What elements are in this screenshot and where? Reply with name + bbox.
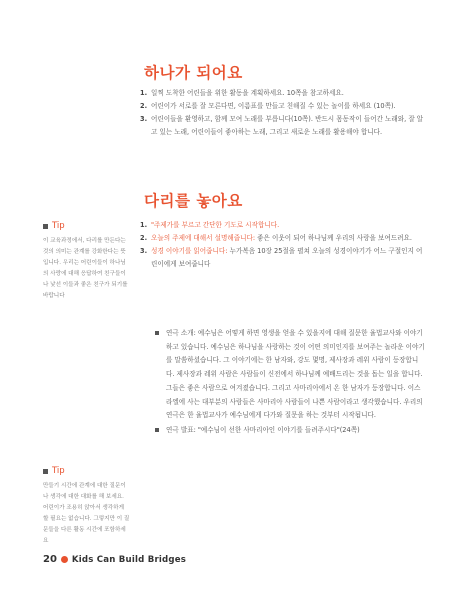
list-item — [140, 245, 425, 271]
page-number: 20 — [43, 554, 57, 565]
item-text: 일찍 도착한 어린들을 위한 활동을 계획하세요. 10쪽을 참고하세요. — [151, 89, 344, 97]
list-item — [140, 100, 425, 113]
orange-dot-icon — [61, 556, 68, 563]
item-text: 좋은 이웃이 되어 하나님께 우리의 사랑을 보여드려요. — [255, 234, 412, 242]
bullet-text: 연극 소개: 예수님은 어떻게 하면 영생을 얻을 수 있을지에 대해 질문한 율법교사와 이야기 하고 있습니다. 예수님은 하나님을 사랑하는 것이 어떤 의미인지를 보여주는 놀라운 이야기를 말씀하셨습니다. 그 이야기에는 한 남자와, 강도 몇명, 제사장과 레위 사람이 등장합니다. 제사장과 레위 사람은 사람들이 신전에서 하나님께 예배드리는 것을 돕는 일을 합니다. 그들은 좋은 사람으로 여겨졌습니다. 그리고 사마리아에서 온 한 남자가 등장합니다. 이스라엘에 사는 대부분의 사람들은 사마리아 사람들이 나쁜 사람이라고 생각했습니다. 우리의 연극은 한 율법교사가 예수님에게 다가와 질문을 하는 것부터 시작됩니다. — [166, 329, 425, 420]
bullet-text: 연극 발표: "예수님이 선한 사마리아인 이야기를 들려주시다"(24쪽) — [166, 425, 360, 434]
activity-list-build-bridge — [140, 219, 425, 271]
list-item — [140, 87, 425, 100]
item-highlight: 오늘의 주제에 대해서 설명해줍니다: — [151, 234, 256, 242]
item-highlight: "주제가를 부르고 간단한 기도로 시작합니다. — [151, 221, 280, 229]
list-item — [140, 219, 425, 232]
tip-text: 이 교육과정에서, 다리를 만든다는 것의 의미는 관계를 강화한다는 뜻입니다. 우리는 어린이들이 하나님의 사랑에 대해 응답하여 친구들이나 낯선 이들과 좋은 친구가 되기를 바랍니다 — [43, 238, 128, 299]
activity-list-become-one — [140, 87, 425, 139]
item-number: 2. — [140, 234, 148, 242]
tip-box — [43, 466, 131, 547]
square-bullet-icon — [155, 428, 159, 432]
list-item — [140, 232, 425, 245]
item-number: 1. — [140, 89, 148, 97]
square-bullet-icon — [155, 331, 159, 335]
list-item — [140, 113, 425, 139]
tip-header — [43, 466, 131, 476]
item-number: 1. — [140, 221, 148, 229]
tip-label: Tip — [52, 221, 65, 231]
tip-label: Tip — [52, 466, 65, 476]
book-title: Kids Can Build Bridges — [71, 554, 187, 565]
item-text: 어린이들을 환영하고, 함께 모여 노래를 부릅니다(10쪽). 반드시 몸동작이 들어간 노래와, 잘 알고 있는 노래, 어린이들이 좋아하는 노래, 그리고 새로운 노래를 활용해야 합니다. — [151, 115, 424, 136]
section-title-build-bridge: 다리를 놓아요 — [144, 192, 243, 210]
item-number: 3. — [140, 247, 148, 255]
item-number: 2. — [140, 102, 148, 110]
tip-text: 만들기 시간에 관계에 대한 질문이나 생각에 대한 대화를 해 보세요. 어린이가 조용히 앉아서 생각하게 할 필요는 없습니다. 그렇지만 이 질문들을 다른 활동 시간에 포함하세요 — [43, 483, 130, 544]
section-title-become-one: 하나가 되어요 — [144, 64, 243, 82]
item-text: 어린이가 서로를 잘 모른다면, 이름표를 만들고 친해질 수 있는 놀이를 하세요 (10쪽). — [151, 102, 396, 110]
drama-bullet-list — [155, 327, 425, 438]
bullet-item-drama-intro — [155, 327, 425, 423]
square-bullet-icon — [43, 469, 48, 474]
page-footer — [43, 554, 186, 565]
square-bullet-icon — [43, 224, 48, 229]
tip-header — [43, 221, 131, 231]
item-highlight: 성경 이야기를 읽어줍니다: — [151, 247, 228, 255]
tip-box — [43, 221, 131, 302]
item-number: 3. — [140, 115, 148, 123]
item-text: 누가복음 10장 25절을 펼쳐 오늘의 성경이야기가 어느 구절인지 어린이에게 보여줍니다 — [151, 247, 423, 268]
bullet-item-drama-presentation — [155, 424, 425, 438]
